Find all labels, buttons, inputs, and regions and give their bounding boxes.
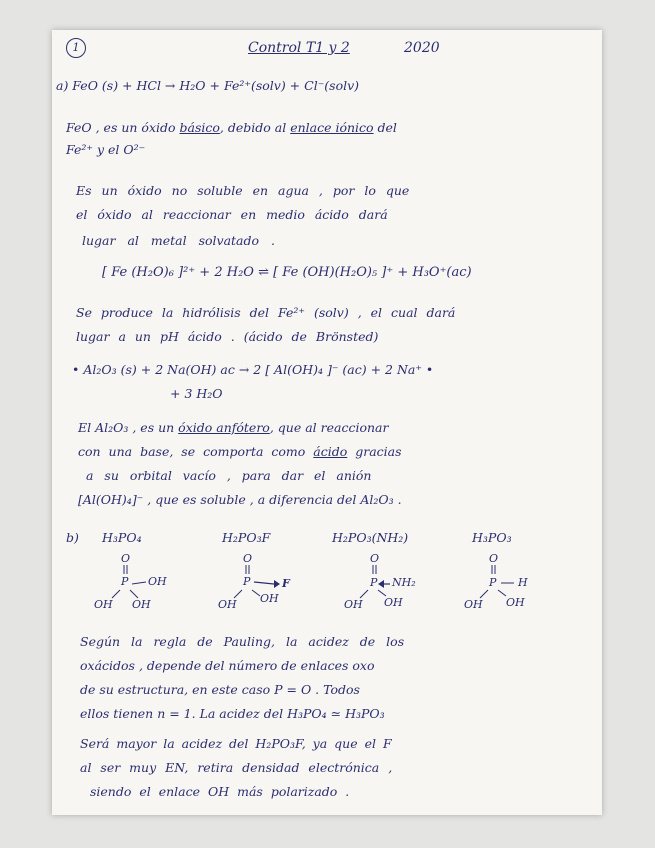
paragraph-2-line-3: lugar al metal solvatado . [82,233,275,248]
p4-text-b: , que al reaccionar [269,420,389,435]
p4-text-d: gracias [347,444,402,459]
paragraph-2-line-1: Es un óxido no soluble en agua , por lo que [76,183,410,198]
paragraph-2-line-2: el óxido al reaccionar en medio ácido dará [76,207,388,222]
paragraph-3-line-1: Se produce la hidrólisis del Fe²⁺ (solv) , el cual dará [76,305,456,320]
formula-h3po3: H₃PO₃ [472,530,512,545]
atom-center: P [489,576,497,589]
reaction-3-line-1: • Al₂O₃ (s) + 2 Na(OH) ac → 2 [ Al(OH)₄ ]⁻ (ac) + 2 Na⁺ • [72,362,434,377]
reaction-1: a) FeO (s) + HCl → H₂O + Fe²⁺(solv) + Cl⁻(solv) [56,78,360,93]
paragraph-5-line-2: oxácidos , depende del número de enlaces oxo [80,658,375,673]
atom-top: O [243,552,253,565]
paragraph-4-line-2 [78,444,402,459]
paragraph-4-line-3: a su orbital vacío , para dar el anión [86,468,372,483]
formula-h2po3nh2: H₂PO₃(NH₂) [332,530,409,545]
atom-bottom-left: OH [218,598,237,611]
paragraph-5-line-3: de su estructura, en este caso P = O . Todos [80,682,360,697]
atom-bottom-left: OH [344,598,363,611]
p1-underline-basico: básico [179,120,220,135]
formula-h2po3f: H₂PO₃F [222,530,271,545]
paragraph-5-line-4: ellos tienen n = 1. La acidez del H₃PO₄ ≃ H₃PO₃ [80,706,385,721]
paragraph-6-line-3: siendo el enlace OH más polarizado . [90,784,350,799]
atom-right: F [282,577,290,590]
paragraph-4-line-1 [78,420,388,435]
paragraph-3-line-2: lugar a un pH ácido . (ácido de Brönsted) [76,329,379,344]
paragraph-4-line-4: [Al(OH)₄]⁻ , que es soluble , a diferencia del Al₂O₃ . [78,492,402,507]
p1-text-a: FeO , es un óxido [66,120,180,135]
atom-center: P [243,575,251,588]
atom-bottom-right: OH [506,596,525,609]
p4-text-c: con una base, se comporta como [78,444,314,459]
atom-top: O [370,552,380,565]
structure-h2po3nh2 [344,552,434,612]
p1-text-b: , debido al [219,120,291,135]
page-number: 1 [66,38,86,58]
atom-bottom-left: OH [464,598,483,611]
paragraph-1-line-2: Fe²⁺ y el O²⁻ [66,142,146,157]
exam-sheet [52,30,602,815]
p1-text-c: del [373,120,397,135]
atom-right: NH₂ [392,576,416,589]
formula-h3po4: H₃PO₄ [102,530,142,545]
p4-text-a: El Al₂O₃ , es un [78,420,179,435]
paragraph-1-line-1 [66,120,397,135]
atom-bottom-left: OH [94,598,113,611]
paragraph-6-line-2: al ser muy EN, retira densidad electrónica , [80,760,393,775]
page-year: 2020 [404,40,440,56]
atom-top: O [489,552,499,565]
atom-bottom-right: OH [260,592,279,605]
reaction-2: [ Fe (H₂O)₆ ]²⁺ + 2 H₂O ⇌ [ Fe (OH)(H₂O)₅ ]⁺ + H₃O⁺(ac) [102,265,472,280]
atom-bottom-right: OH [384,596,403,609]
section-b-label: b) [66,530,79,545]
paragraph-5-line-1: Según la regla de Pauling, la acidez de los [80,634,405,649]
page-title: Control T1 y 2 [248,40,350,56]
paragraph-6-line-1: Será mayor la acidez del H₂PO₃F, ya que el F [80,736,392,751]
reaction-3-line-2: + 3 H₂O [170,386,223,401]
atom-right: H [518,576,528,589]
structure-h3po4 [94,552,180,612]
p1-underline-enlace: enlace iónico [290,120,374,135]
page-number-circle [66,38,86,58]
atom-bottom-right: OH [132,598,151,611]
atom-center: P [370,576,378,589]
p4-underline-acido: ácido [313,444,348,459]
p4-underline-anfotero: óxido anfótero [178,420,270,435]
structure-h3po3 [464,552,550,612]
atom-center: P [121,575,129,588]
atom-right: OH [148,575,167,588]
structure-h2po3f [218,552,304,612]
atom-top: O [121,552,131,565]
